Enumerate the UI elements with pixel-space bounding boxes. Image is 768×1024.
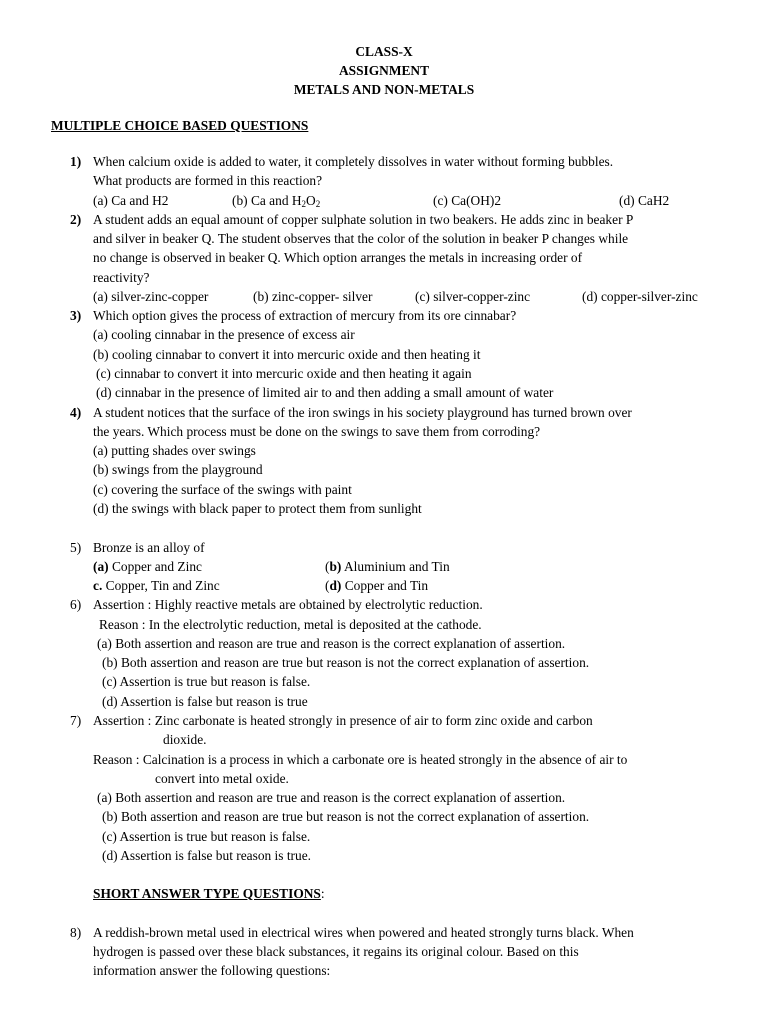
- q1-number: 1): [70, 154, 82, 169]
- q1-option-d: (d) CaH2: [619, 193, 670, 208]
- q3-option-a: (a) cooling cinnabar in the presence of excess air: [93, 327, 355, 342]
- q7-number: 7): [70, 713, 82, 728]
- q8-number: 8): [70, 925, 82, 940]
- q6-option-c: (c) Assertion is true but reason is false.: [102, 674, 311, 689]
- mcq-section-heading: MULTIPLE CHOICE BASED QUESTIONS: [51, 118, 309, 133]
- q6-number: 6): [70, 597, 82, 612]
- q5-option-d: (d) Copper and Tin: [325, 578, 429, 593]
- q8-text-line3: information answer the following questions:: [93, 963, 331, 978]
- q2-text-line4: reactivity?: [93, 270, 150, 285]
- q8-text-line2: hydrogen is passed over these black substances, it regains its original colour. Based on this: [93, 944, 579, 959]
- q2-option-d: (d) copper-silver-zinc: [582, 289, 698, 304]
- q2-option-a: (a) silver-zinc-copper: [93, 289, 209, 304]
- q2-option-c: (c) silver-copper-zinc: [415, 289, 531, 304]
- q1-text-line1: When calcium oxide is added to water, it completely dissolves in water without forming bubbles.: [93, 154, 614, 169]
- q7-assertion-line2: dioxide.: [163, 732, 207, 747]
- q4-option-a: (a) putting shades over swings: [93, 443, 256, 458]
- q4-option-b: (b) swings from the playground: [93, 462, 263, 477]
- q7-option-b: (b) Both assertion and reason are true but reason is not the correct explanation of assertion.: [102, 809, 590, 824]
- q4-number: 4): [70, 405, 82, 420]
- q5-option-a: (a) Copper and Zinc: [93, 559, 202, 574]
- q4-text-line2: the years. Which process must be done on the swings to save them from corroding?: [93, 424, 541, 439]
- q7-reason-line2: convert into metal oxide.: [155, 771, 289, 786]
- q6-option-d: (d) Assertion is false but reason is true: [102, 694, 308, 709]
- topic-heading: METALS AND NON-METALS: [293, 82, 475, 97]
- q1-option-c: (c) Ca(OH)2: [433, 193, 502, 208]
- q5-text-line1: Bronze is an alloy of: [93, 540, 205, 555]
- q2-text-line2: and silver in beaker Q. The student observes that the color of the solution in beaker P changes while: [93, 231, 629, 246]
- q7-option-d: (d) Assertion is false but reason is true.: [102, 848, 311, 863]
- q5-option-b: (b) Aluminium and Tin: [325, 559, 450, 574]
- q1-text-line2: What products are formed in this reaction?: [93, 173, 323, 188]
- q7-option-c: (c) Assertion is true but reason is false.: [102, 829, 311, 844]
- assignment-heading: ASSIGNMENT: [338, 63, 430, 78]
- q6-option-a: (a) Both assertion and reason are true and reason is the correct explanation of assertion.: [97, 636, 566, 651]
- q1-option-b: (b) Ca and $H_2O_2$: [232, 193, 321, 209]
- q4-option-d: (d) the swings with black paper to protect them from sunlight: [93, 501, 422, 516]
- q3-option-d: (d) cinnabar in the presence of limited air to and then adding a small amount of water: [96, 385, 554, 400]
- q4-option-c: (c) covering the surface of the swings with paint: [93, 482, 352, 497]
- q8-text-line1: A reddish-brown metal used in electrical wires when powered and heated strongly turns black. When: [93, 925, 634, 940]
- q7-assertion-line1: Assertion : Zinc carbonate is heated strongly in presence of air to form zinc oxide and carbon: [93, 713, 593, 728]
- q4-text-line1: A student notices that the surface of the iron swings in his society playground has turned brown over: [93, 405, 632, 420]
- q2-text-line1: A student adds an equal amount of copper sulphate solution in two beakers. He adds zinc in beaker P: [93, 212, 634, 227]
- q1-option-a: (a) Ca and H2: [93, 193, 169, 208]
- q7-reason-line1: Reason : Calcination is a process in which a carbonate ore is heated strongly in the absence of air to: [93, 752, 628, 767]
- q2-option-b: (b) zinc-copper- silver: [253, 289, 373, 304]
- q2-text-line3: no change is observed in beaker Q. Which option arranges the metals in increasing order of: [93, 250, 583, 265]
- q3-number: 3): [70, 308, 82, 323]
- q3-option-b: (b) cooling cinnabar to convert it into mercuric oxide and then heating it: [93, 347, 481, 362]
- q6-assertion: Assertion : Highly reactive metals are obtained by electrolytic reduction.: [93, 597, 483, 612]
- q5-option-c: c. Copper, Tin and Zinc: [93, 578, 220, 593]
- short-answer-section-heading: SHORT ANSWER TYPE QUESTIONS:: [93, 886, 325, 901]
- q2-number: 2): [70, 212, 82, 227]
- q6-reason: Reason : In the electrolytic reduction, metal is deposited at the cathode.: [99, 617, 482, 632]
- q6-option-b: (b) Both assertion and reason are true but reason is not the correct explanation of assertion.: [102, 655, 590, 670]
- q5-number: 5): [70, 540, 82, 555]
- q7-option-a: (a) Both assertion and reason are true and reason is the correct explanation of assertion.: [97, 790, 566, 805]
- q3-option-c: (c) cinnabar to convert it into mercuric oxide and then heating it again: [96, 366, 472, 381]
- q3-text-line1: Which option gives the process of extraction of mercury from its ore cinnabar?: [93, 308, 517, 323]
- class-heading: CLASS-X: [355, 44, 413, 59]
